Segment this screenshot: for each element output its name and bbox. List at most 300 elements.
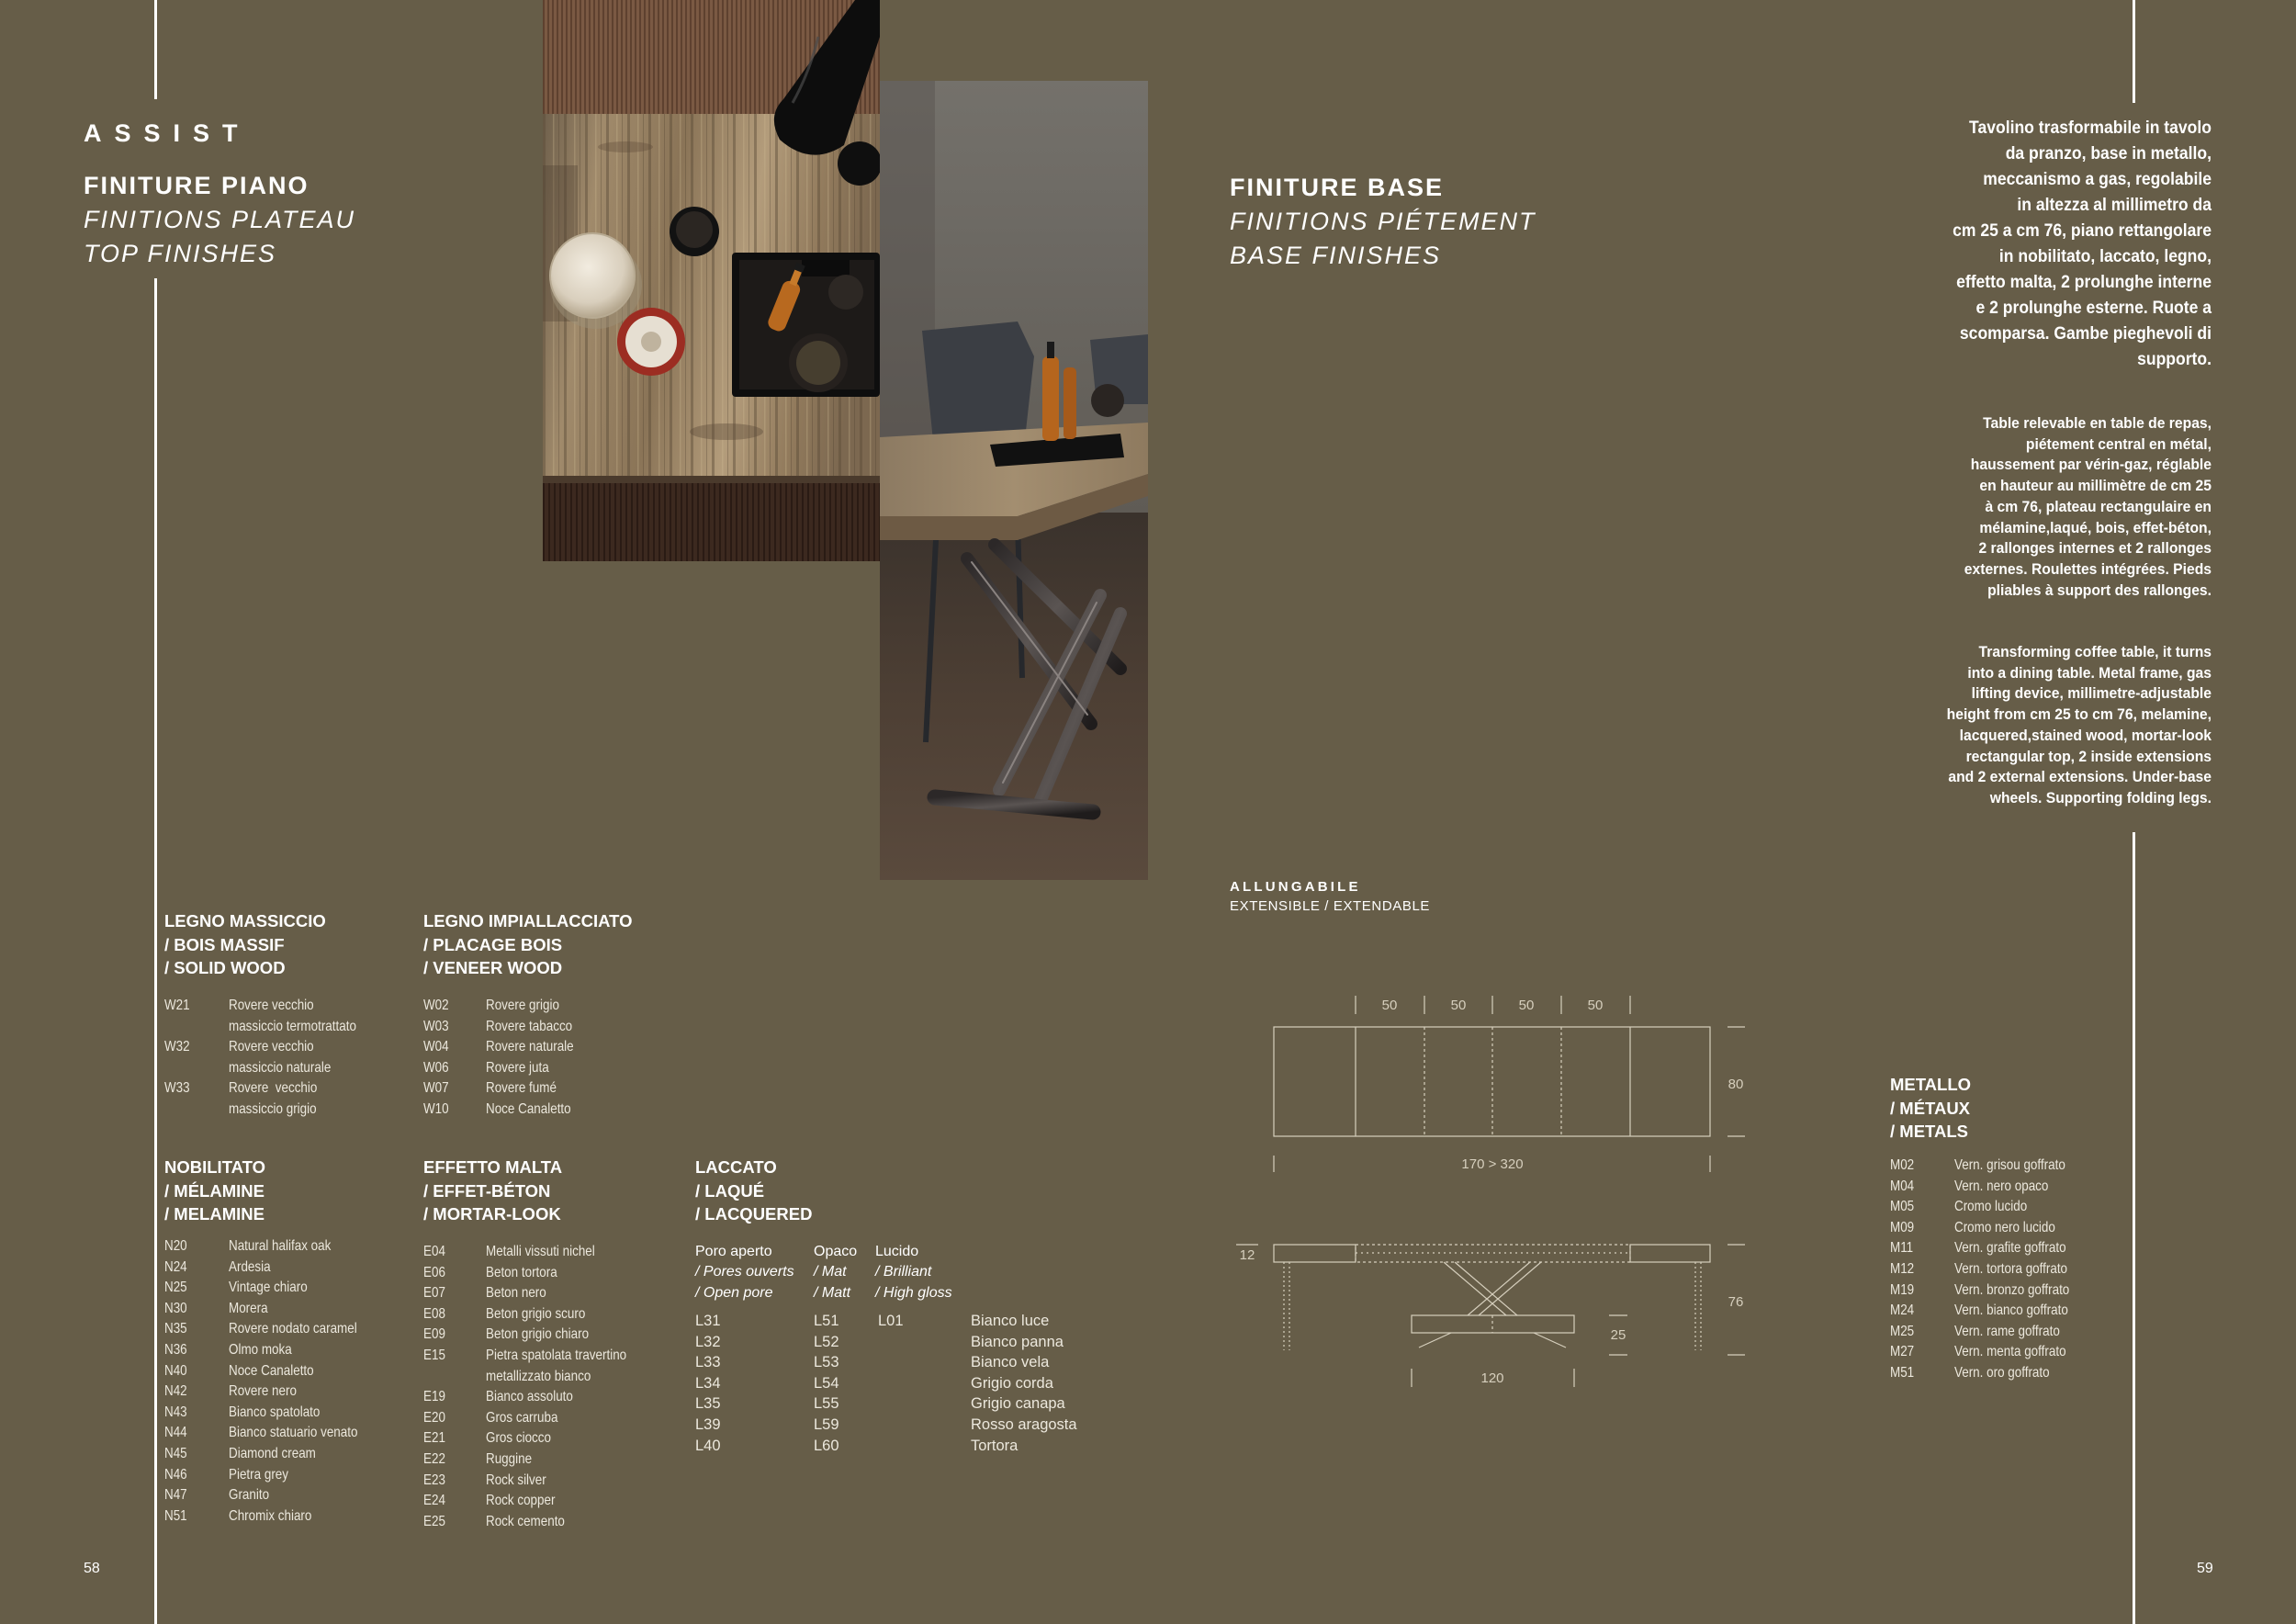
finish-code: W02 <box>423 998 449 1013</box>
finish-code: E06 <box>423 1264 445 1280</box>
group-title-line: / LAQUÉ <box>695 1180 765 1201</box>
finish-item <box>164 1319 382 1340</box>
finish-name-line: Beton grigio scuro <box>486 1305 586 1322</box>
group-title-line: / MÉLAMINE <box>164 1180 264 1201</box>
extension-dimension-label: 50 <box>1450 998 1467 1013</box>
finish-name-line: Cromo lucido <box>1954 1199 2028 1215</box>
finish-type-line: / Open pore <box>695 1284 773 1301</box>
description-line: lifting device, millimetre-adjustable <box>1971 685 2212 703</box>
finish-name <box>486 1387 590 1408</box>
finish-code: L40 <box>695 1437 721 1454</box>
finish-code: E21 <box>423 1430 445 1447</box>
finish-code: E04 <box>423 1244 445 1259</box>
finish-code: N35 <box>164 1321 187 1337</box>
group-legno-massiccio <box>164 909 356 1117</box>
finish-code: M05 <box>1890 1199 1915 1215</box>
description-english <box>1802 642 2212 809</box>
dimension-drawing <box>1231 983 1763 1396</box>
group-title <box>423 1156 562 1226</box>
finish-name: Bianco luce <box>971 1313 1050 1329</box>
finish-item <box>164 996 380 1037</box>
finish-name-line: Vern. bronzo goffrato <box>1954 1281 2070 1298</box>
base-width-label: 120 <box>1480 1370 1504 1386</box>
finish-name <box>486 1512 580 1533</box>
finish-item <box>423 1387 653 1408</box>
finish-name <box>1954 1342 2088 1363</box>
finish-type-line: / Matt <box>814 1284 851 1301</box>
finish-item <box>164 1257 382 1279</box>
finish-item <box>164 1278 382 1299</box>
finish-item <box>164 1361 382 1382</box>
finish-item <box>423 1017 591 1038</box>
finish-item <box>164 1037 380 1078</box>
finish-name: Tortora <box>971 1437 1019 1454</box>
finish-code: L31 <box>695 1313 721 1329</box>
finish-name-line: massiccio termotrattato <box>229 1018 356 1034</box>
title-italian: FINITURE BASE <box>1230 174 1445 201</box>
top-finishes-title <box>84 169 355 271</box>
finish-item <box>423 996 591 1017</box>
finish-item <box>164 1506 382 1528</box>
finish-code: W33 <box>164 1080 190 1097</box>
group-laccato <box>695 1156 1077 1454</box>
finish-name-line: Rovere nero <box>229 1383 297 1400</box>
finish-name-line: Beton nero <box>486 1285 546 1302</box>
finish-name: Bianco vela <box>971 1354 1050 1371</box>
finish-name <box>486 1283 557 1304</box>
group-title-line: / VENEER WOOD <box>423 958 563 977</box>
finish-name-line: Rovere vecchio <box>229 998 314 1013</box>
group-title-line: / MÉTAUX <box>1890 1098 1971 1118</box>
extension-dimension-label: 50 <box>1587 998 1604 1013</box>
finish-code: W32 <box>164 1039 190 1055</box>
finish-name <box>486 996 573 1017</box>
finish-name-line: Bianco spatolato <box>229 1404 321 1420</box>
finish-code: W10 <box>423 1100 449 1117</box>
finish-list <box>1890 1156 2091 1384</box>
depth-dimension-label: 80 <box>1728 1077 1744 1092</box>
finish-name <box>229 1361 330 1382</box>
description-line: haussement par vérin-gaz, réglable <box>1970 457 2212 474</box>
finish-type-lucido <box>875 1242 952 1303</box>
finish-code: N25 <box>164 1280 187 1296</box>
finish-name <box>229 1506 328 1528</box>
group-title-line: / METALS <box>1890 1122 1968 1141</box>
finish-name-line: Rovere juta <box>486 1059 549 1076</box>
description-line: pliables à support des rallonges. <box>1987 581 2212 599</box>
finish-code: W07 <box>423 1080 449 1097</box>
group-metallo <box>1890 1073 2070 1381</box>
finish-name <box>1954 1363 2067 1384</box>
finish-code: E15 <box>423 1347 445 1363</box>
finish-item <box>1890 1156 2091 1177</box>
description-line: scomparsa. Gambe pieghevoli di <box>1959 323 2212 344</box>
finish-name-line: Vern. tortora goffrato <box>1954 1260 2068 1277</box>
finish-name-line: Vern. rame goffrato <box>1954 1323 2060 1339</box>
finish-name: Grigio corda <box>971 1374 1053 1392</box>
finish-type-line: Poro aperto <box>695 1244 772 1259</box>
finish-item <box>164 1236 382 1257</box>
finish-name-line: Noce Canaletto <box>229 1362 314 1379</box>
finish-name-line: Gros carruba <box>486 1409 558 1426</box>
group-title <box>695 1156 812 1226</box>
finish-code: E22 <box>423 1450 445 1467</box>
finish-name <box>229 1319 381 1340</box>
finish-name-line: Rovere vecchio <box>229 1039 314 1055</box>
finish-item <box>423 1428 653 1449</box>
finish-name-line: Rovere grigio <box>486 998 559 1013</box>
codes-lucido <box>878 1311 904 1332</box>
finish-type-opaco <box>814 1242 857 1303</box>
group-title-line: / LACQUERED <box>695 1204 813 1224</box>
finish-type-line: / High gloss <box>875 1284 952 1301</box>
max-height-label: 76 <box>1728 1294 1744 1310</box>
finish-code: M04 <box>1890 1178 1915 1194</box>
finish-name-line: Vern. nero opaco <box>1954 1178 2049 1194</box>
finish-name-line: Vern. oro goffrato <box>1954 1364 2050 1381</box>
finish-name-line: Ruggine <box>486 1450 533 1467</box>
finish-name <box>229 1485 276 1506</box>
right-vertical-rule-top <box>2133 0 2135 103</box>
group-title-line: LEGNO IMPIALLACCIATO <box>423 911 633 930</box>
group-title-line: LACCATO <box>695 1157 777 1177</box>
finish-item <box>423 1346 653 1387</box>
finish-name-line: Beton tortora <box>486 1264 557 1280</box>
finish-name-line: metallizzato bianco <box>486 1368 591 1384</box>
finish-name <box>229 1236 351 1257</box>
extension-dimension-label: 50 <box>1518 998 1535 1013</box>
finish-item <box>423 1037 591 1058</box>
description-line: 2 rallonges internes et 2 rallonges <box>1978 540 2212 558</box>
finish-name <box>486 1100 587 1121</box>
finish-name-line: Morera <box>229 1300 268 1316</box>
finish-type-line: Lucido <box>875 1244 919 1259</box>
finish-name <box>229 996 380 1037</box>
description-italian <box>1823 115 2212 372</box>
finish-name <box>486 1471 557 1492</box>
finish-name <box>486 1491 568 1512</box>
finish-item <box>423 1242 653 1263</box>
finish-name-line: Gros ciocco <box>486 1430 551 1447</box>
finish-code: E20 <box>423 1409 445 1426</box>
right-vertical-rule-bottom <box>2133 832 2135 1624</box>
finish-name <box>486 1058 561 1079</box>
finish-item <box>164 1078 380 1120</box>
finish-name <box>486 1449 541 1471</box>
finish-item <box>1890 1259 2091 1280</box>
finish-name <box>229 1382 310 1403</box>
description-line: Table relevable en table de repas, <box>1983 415 2212 432</box>
finish-name-line: Rovere nodato caramel <box>229 1321 357 1337</box>
description-line: à cm 76, plateau rectangulaire en <box>1985 498 2212 515</box>
finish-code: L34 <box>695 1374 721 1392</box>
group-effetto-malta <box>423 1156 627 1529</box>
description-line: en hauteur au millimètre de cm 25 <box>1979 478 2212 495</box>
black-cup <box>670 207 719 256</box>
finish-item <box>423 1078 591 1100</box>
description-line: piétement central en métal, <box>2025 435 2212 453</box>
finish-name <box>229 1465 299 1486</box>
finish-code: N43 <box>164 1404 187 1420</box>
finish-name: Grigio canapa <box>971 1395 1065 1413</box>
group-title-line: / MORTAR-LOOK <box>423 1204 561 1224</box>
finish-name-line: Rovere tabacco <box>486 1018 573 1034</box>
group-nobilitato <box>164 1156 358 1524</box>
finish-item <box>423 1471 653 1492</box>
description-line: cm 25 a cm 76, piano rettangolare <box>1953 220 2212 241</box>
extendable-label: ALLUNGABILE <box>1230 879 1361 895</box>
photo-table-side-view <box>880 81 1148 880</box>
finish-item <box>164 1299 382 1320</box>
finish-code: E07 <box>423 1285 445 1302</box>
finish-code: W04 <box>423 1039 449 1055</box>
finish-item <box>423 1449 653 1471</box>
side-view-legs <box>1284 1262 1701 1350</box>
finish-item <box>164 1485 382 1506</box>
finish-code: L53 <box>814 1354 839 1371</box>
description-line: externes. Roulettes intégrées. Pieds <box>1964 560 2212 578</box>
finish-name-line: Granito <box>229 1487 270 1504</box>
description-line: meccanismo a gas, regolabile <box>1983 169 2212 189</box>
extension-dimension-label: 50 <box>1381 998 1398 1013</box>
finish-type-line: Opaco <box>814 1244 858 1259</box>
length-dimension-label: 170 > 320 <box>1461 1156 1524 1172</box>
page-number-right: 59 <box>2197 1561 2213 1576</box>
finish-name <box>1954 1197 2041 1218</box>
finish-type-poro-aperto <box>695 1242 794 1303</box>
finish-item <box>164 1382 382 1403</box>
title-english: TOP FINISHES <box>84 240 277 267</box>
title-french: FINITIONS PIÉTEMENT <box>1230 208 1536 235</box>
finish-name-line: Rovere fumé <box>486 1080 557 1097</box>
finish-name-line: massiccio naturale <box>229 1059 332 1076</box>
red-coaster <box>617 308 685 376</box>
base-finishes-title <box>1230 171 1536 273</box>
finish-code: L54 <box>814 1374 839 1392</box>
finish-item <box>164 1465 382 1486</box>
finish-name <box>229 1278 322 1299</box>
finish-name <box>486 1078 570 1100</box>
top-view-outline <box>1274 1027 1710 1136</box>
finish-code: N44 <box>164 1425 187 1441</box>
finish-code: E24 <box>423 1493 445 1509</box>
finish-item <box>423 1491 653 1512</box>
finish-code: N36 <box>164 1341 187 1358</box>
finish-list <box>423 1242 653 1532</box>
finish-type-line: / Pores ouverts <box>695 1264 794 1280</box>
side-view-top <box>1274 1245 1710 1262</box>
finish-code: W21 <box>164 998 190 1013</box>
finish-code: N45 <box>164 1445 187 1461</box>
finish-name <box>229 1037 351 1078</box>
finish-item <box>423 1512 653 1533</box>
description-line: height from cm 25 to cm 76, melamine, <box>1946 706 2212 724</box>
finish-item <box>1890 1238 2091 1259</box>
finish-name-line: Vern. grafite goffrato <box>1954 1240 2066 1257</box>
finish-name-line: Noce Canaletto <box>486 1100 571 1117</box>
description-line: and 2 external extensions. Under-base <box>1948 769 2212 786</box>
description-line: supporto. <box>2137 349 2212 369</box>
group-title-line: / SOLID WOOD <box>164 958 286 977</box>
side-view-lift-frame <box>1444 1262 1541 1315</box>
finish-name-line: Vern. menta goffrato <box>1954 1344 2066 1360</box>
finish-code: N20 <box>164 1238 187 1254</box>
finish-item <box>423 1408 653 1429</box>
black-tray <box>732 253 880 397</box>
finish-item <box>164 1340 382 1361</box>
finish-name-line: Pietra spatolata travertino <box>486 1347 627 1363</box>
finish-code: M11 <box>1890 1240 1914 1257</box>
description-line: in altezza al millimetro da <box>2017 195 2212 215</box>
left-vertical-rule-top <box>154 0 157 99</box>
finish-code: N30 <box>164 1300 187 1316</box>
description-line: into a dining table. Metal frame, gas <box>1967 664 2212 682</box>
page-number-left: 58 <box>84 1561 100 1576</box>
finish-code: L52 <box>814 1333 839 1350</box>
finish-name <box>486 1242 615 1263</box>
finish-code: L60 <box>814 1437 839 1454</box>
description-line: in nobilitato, laccato, legno, <box>1998 246 2212 266</box>
group-legno-impiallacciato <box>423 909 633 1117</box>
product-name: ASSIST <box>84 119 251 147</box>
finish-name <box>486 1346 653 1387</box>
finish-name <box>1954 1218 2075 1239</box>
finish-item <box>423 1325 653 1346</box>
finish-item <box>1890 1177 2091 1198</box>
group-title-line: / MELAMINE <box>164 1204 264 1224</box>
finish-name <box>229 1299 276 1320</box>
finish-name <box>229 1340 304 1361</box>
finish-code: N24 <box>164 1258 187 1275</box>
finish-code: L59 <box>814 1415 839 1433</box>
codes-opaco <box>814 1311 839 1456</box>
finish-code: N47 <box>164 1487 187 1504</box>
dark-floor <box>543 483 880 561</box>
finish-name: Bianco panna <box>971 1333 1064 1350</box>
finish-name-line: Rovere vecchio <box>229 1080 318 1097</box>
group-title-line: / EFFET-BÉTON <box>423 1180 551 1201</box>
finish-code: L55 <box>814 1395 839 1413</box>
finish-code: N46 <box>164 1466 187 1483</box>
finish-code: E25 <box>423 1513 445 1529</box>
description-line: Tavolino trasformabile in tavolo <box>1969 118 2212 138</box>
finish-item <box>1890 1197 2091 1218</box>
group-title <box>423 909 632 980</box>
finish-name-line: Vern. grisou goffrato <box>1954 1157 2065 1173</box>
finish-code: L51 <box>814 1313 839 1329</box>
finish-name-line: Vintage chiaro <box>229 1280 308 1296</box>
finish-code: L35 <box>695 1395 721 1413</box>
height-dimension-ticks <box>1609 1245 1745 1355</box>
finish-item <box>423 1058 591 1079</box>
finish-name <box>229 1078 334 1120</box>
finish-code: L39 <box>695 1415 721 1433</box>
finish-name-line: massiccio grigio <box>229 1100 317 1117</box>
description-line: mélamine,laqué, bois, effet-béton, <box>1979 519 2212 536</box>
finish-name-line: Beton grigio chiaro <box>486 1326 590 1343</box>
min-height-label: 25 <box>1610 1327 1626 1343</box>
finish-name: Rosso aragosta <box>971 1415 1077 1433</box>
finish-name <box>486 1408 571 1429</box>
finish-code: M19 <box>1890 1281 1915 1298</box>
finish-name-line: Rock cemento <box>486 1513 565 1529</box>
finish-name-line: Metalli vissuti nichel <box>486 1244 595 1259</box>
finish-name-line: Diamond cream <box>229 1445 316 1461</box>
title-french: FINITIONS PLATEAU <box>84 206 356 233</box>
finish-item <box>423 1100 591 1121</box>
finish-name <box>486 1017 589 1038</box>
finish-item <box>164 1403 382 1424</box>
finish-name-line: Bianco assoluto <box>486 1389 573 1405</box>
finish-name <box>486 1428 563 1449</box>
side-view-base <box>1412 1315 1574 1348</box>
finish-list <box>164 996 380 1121</box>
finish-code: M27 <box>1890 1344 1915 1360</box>
finish-name-line: Olmo moka <box>229 1341 292 1358</box>
finish-name <box>486 1304 604 1325</box>
title-english: BASE FINISHES <box>1230 242 1442 269</box>
top-thickness-label: 12 <box>1239 1247 1255 1263</box>
finish-type-line: / Mat <box>814 1264 847 1280</box>
group-title <box>164 909 326 980</box>
description-line: da pranzo, base in metallo, <box>2005 143 2212 164</box>
finish-name <box>229 1403 337 1424</box>
finish-code: L33 <box>695 1354 721 1371</box>
group-title-line: LEGNO MASSICCIO <box>164 911 326 930</box>
group-title <box>1890 1073 1971 1144</box>
finish-name <box>1954 1280 2091 1302</box>
group-title-line: NOBILITATO <box>164 1157 265 1177</box>
finish-name <box>229 1423 382 1444</box>
finish-name <box>1954 1177 2066 1198</box>
finish-code: E08 <box>423 1305 445 1322</box>
description-line: e 2 prolunghe esterne. Ruote a <box>1975 298 2212 318</box>
finish-name-line: Rock silver <box>486 1472 546 1488</box>
extension-dividers <box>1424 1027 1561 1136</box>
finish-item <box>1890 1280 2091 1302</box>
finish-name <box>1954 1238 2088 1259</box>
finish-item <box>164 1423 382 1444</box>
finish-type-line: / Brilliant <box>875 1264 932 1280</box>
finish-item <box>1890 1342 2091 1363</box>
finish-item <box>164 1444 382 1465</box>
finish-code: W03 <box>423 1018 449 1034</box>
finish-name-line: Natural halifax oak <box>229 1238 332 1254</box>
description-line: wheels. Supporting folding legs. <box>1989 789 2212 806</box>
group-title-line: METALLO <box>1890 1075 1972 1094</box>
finish-name <box>486 1325 608 1346</box>
finish-item <box>1890 1363 2091 1384</box>
finish-code: E19 <box>423 1389 445 1405</box>
finish-code: M51 <box>1890 1364 1915 1381</box>
finish-code: E09 <box>423 1326 445 1343</box>
finish-name <box>1954 1301 2089 1322</box>
finish-name-line: Vern. bianco goffrato <box>1954 1303 2068 1319</box>
description-line: lacquered,stained wood, mortar-look <box>1959 727 2212 744</box>
photo-table-top-view <box>543 0 880 561</box>
group-title <box>164 1156 265 1226</box>
finish-name-line: Ardesia <box>229 1258 271 1275</box>
left-vertical-rule-bottom <box>154 278 157 1624</box>
finish-type-headers <box>695 1242 1063 1306</box>
finish-name-line: Pietra grey <box>229 1466 288 1483</box>
finish-code: M25 <box>1890 1323 1915 1339</box>
finish-name-line: Bianco statuario venato <box>229 1425 358 1441</box>
finish-name-line: Rovere naturale <box>486 1039 574 1055</box>
finish-code: N51 <box>164 1507 187 1524</box>
finish-list <box>423 996 591 1121</box>
description-french <box>1802 413 2212 601</box>
